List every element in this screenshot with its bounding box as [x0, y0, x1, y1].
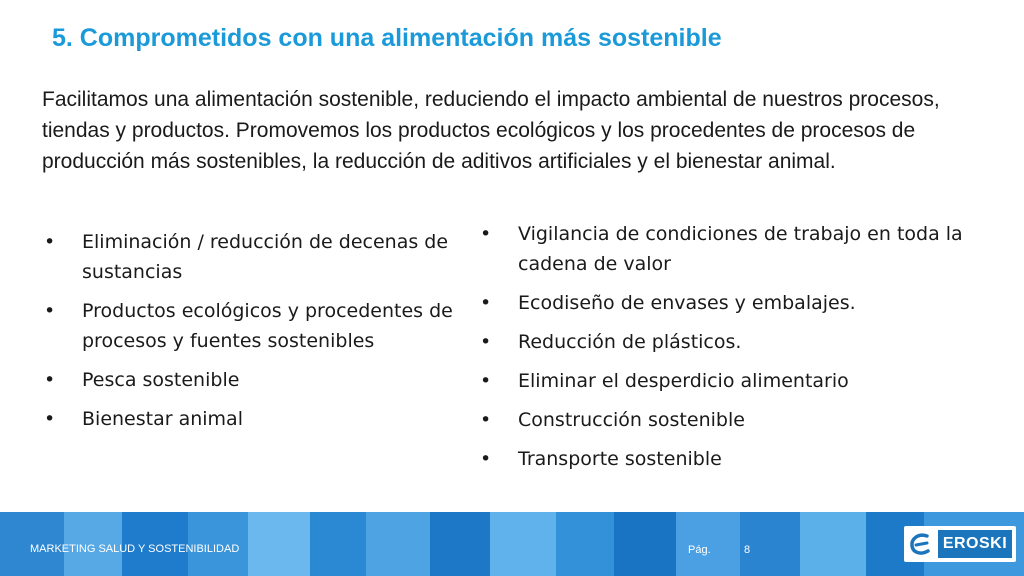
- list-item-text: Eliminar el desperdicio alimentario: [518, 370, 849, 392]
- bullet-icon: •: [480, 370, 492, 392]
- list-item: [44, 404, 454, 434]
- list-item: [480, 327, 1010, 357]
- list-item-text: Transporte sostenible: [518, 448, 722, 470]
- footer-stripe: [614, 512, 676, 576]
- bullet-icon: •: [44, 300, 56, 322]
- footer-stripe: [800, 512, 866, 576]
- intro-paragraph: Facilitamos una alimentación sostenible, reduciendo el impacto ambiental de nuestros procesos, tiendas y productos. Promovemos los productos ecológicos y los procedentes de procesos de producción más sostenibles, la reducción de aditivos artificiales y el bienestar animal.: [42, 88, 940, 173]
- bullet-icon: •: [44, 231, 56, 253]
- footer-bar: [0, 512, 1024, 576]
- bullet-icon: •: [480, 292, 492, 314]
- logo-text: EROSKI: [938, 530, 1012, 558]
- bullet-icon: •: [480, 223, 492, 245]
- list-item-text: Construcción sostenible: [518, 409, 745, 431]
- list-item: [480, 444, 1010, 474]
- list-item-text: Productos ecológicos y procedentes de procesos y fuentes sostenibles: [82, 300, 453, 352]
- list-item: [44, 365, 454, 395]
- footer-stripe: [366, 512, 430, 576]
- list-item: [480, 366, 1010, 396]
- eroski-logo: [904, 526, 1016, 562]
- footer-stripe: [310, 512, 366, 576]
- eroski-e-mark-icon: [908, 530, 934, 558]
- list-item-text: Vigilancia de condiciones de trabajo en toda la cadena de valor: [518, 223, 963, 275]
- list-item-text: Eliminación / reducción de decenas de sustancias: [82, 231, 449, 283]
- page-label: Pág.: [688, 544, 711, 556]
- list-item-text: Reducción de plásticos.: [518, 331, 742, 353]
- page-number: 8: [744, 544, 751, 556]
- list-item-text: Bienestar animal: [82, 408, 243, 430]
- left-bullet-list: [44, 227, 454, 443]
- right-bullet-list: [480, 219, 1010, 483]
- footer-stripe: [490, 512, 556, 576]
- bullet-icon: •: [44, 369, 56, 391]
- bullet-icon: •: [44, 408, 56, 430]
- list-item-text: Pesca sostenible: [82, 369, 240, 391]
- bullet-icon: •: [480, 331, 492, 353]
- list-item: [480, 288, 1010, 318]
- footer-stripe: [430, 512, 490, 576]
- list-item-text: Ecodiseño de envases y embalajes.: [518, 292, 856, 314]
- footer-stripe: [556, 512, 614, 576]
- list-item: [44, 227, 454, 287]
- bullet-icon: •: [480, 409, 492, 431]
- list-item: [480, 219, 1010, 279]
- list-item: [480, 405, 1010, 435]
- bullet-icon: •: [480, 448, 492, 470]
- slide-title: 5. Comprometidos con una alimentación más sostenible: [52, 24, 722, 52]
- footer-title: MARKETING SALUD Y SOSTENIBILIDAD: [30, 543, 240, 555]
- footer-stripe: [248, 512, 310, 576]
- list-item: [44, 296, 454, 356]
